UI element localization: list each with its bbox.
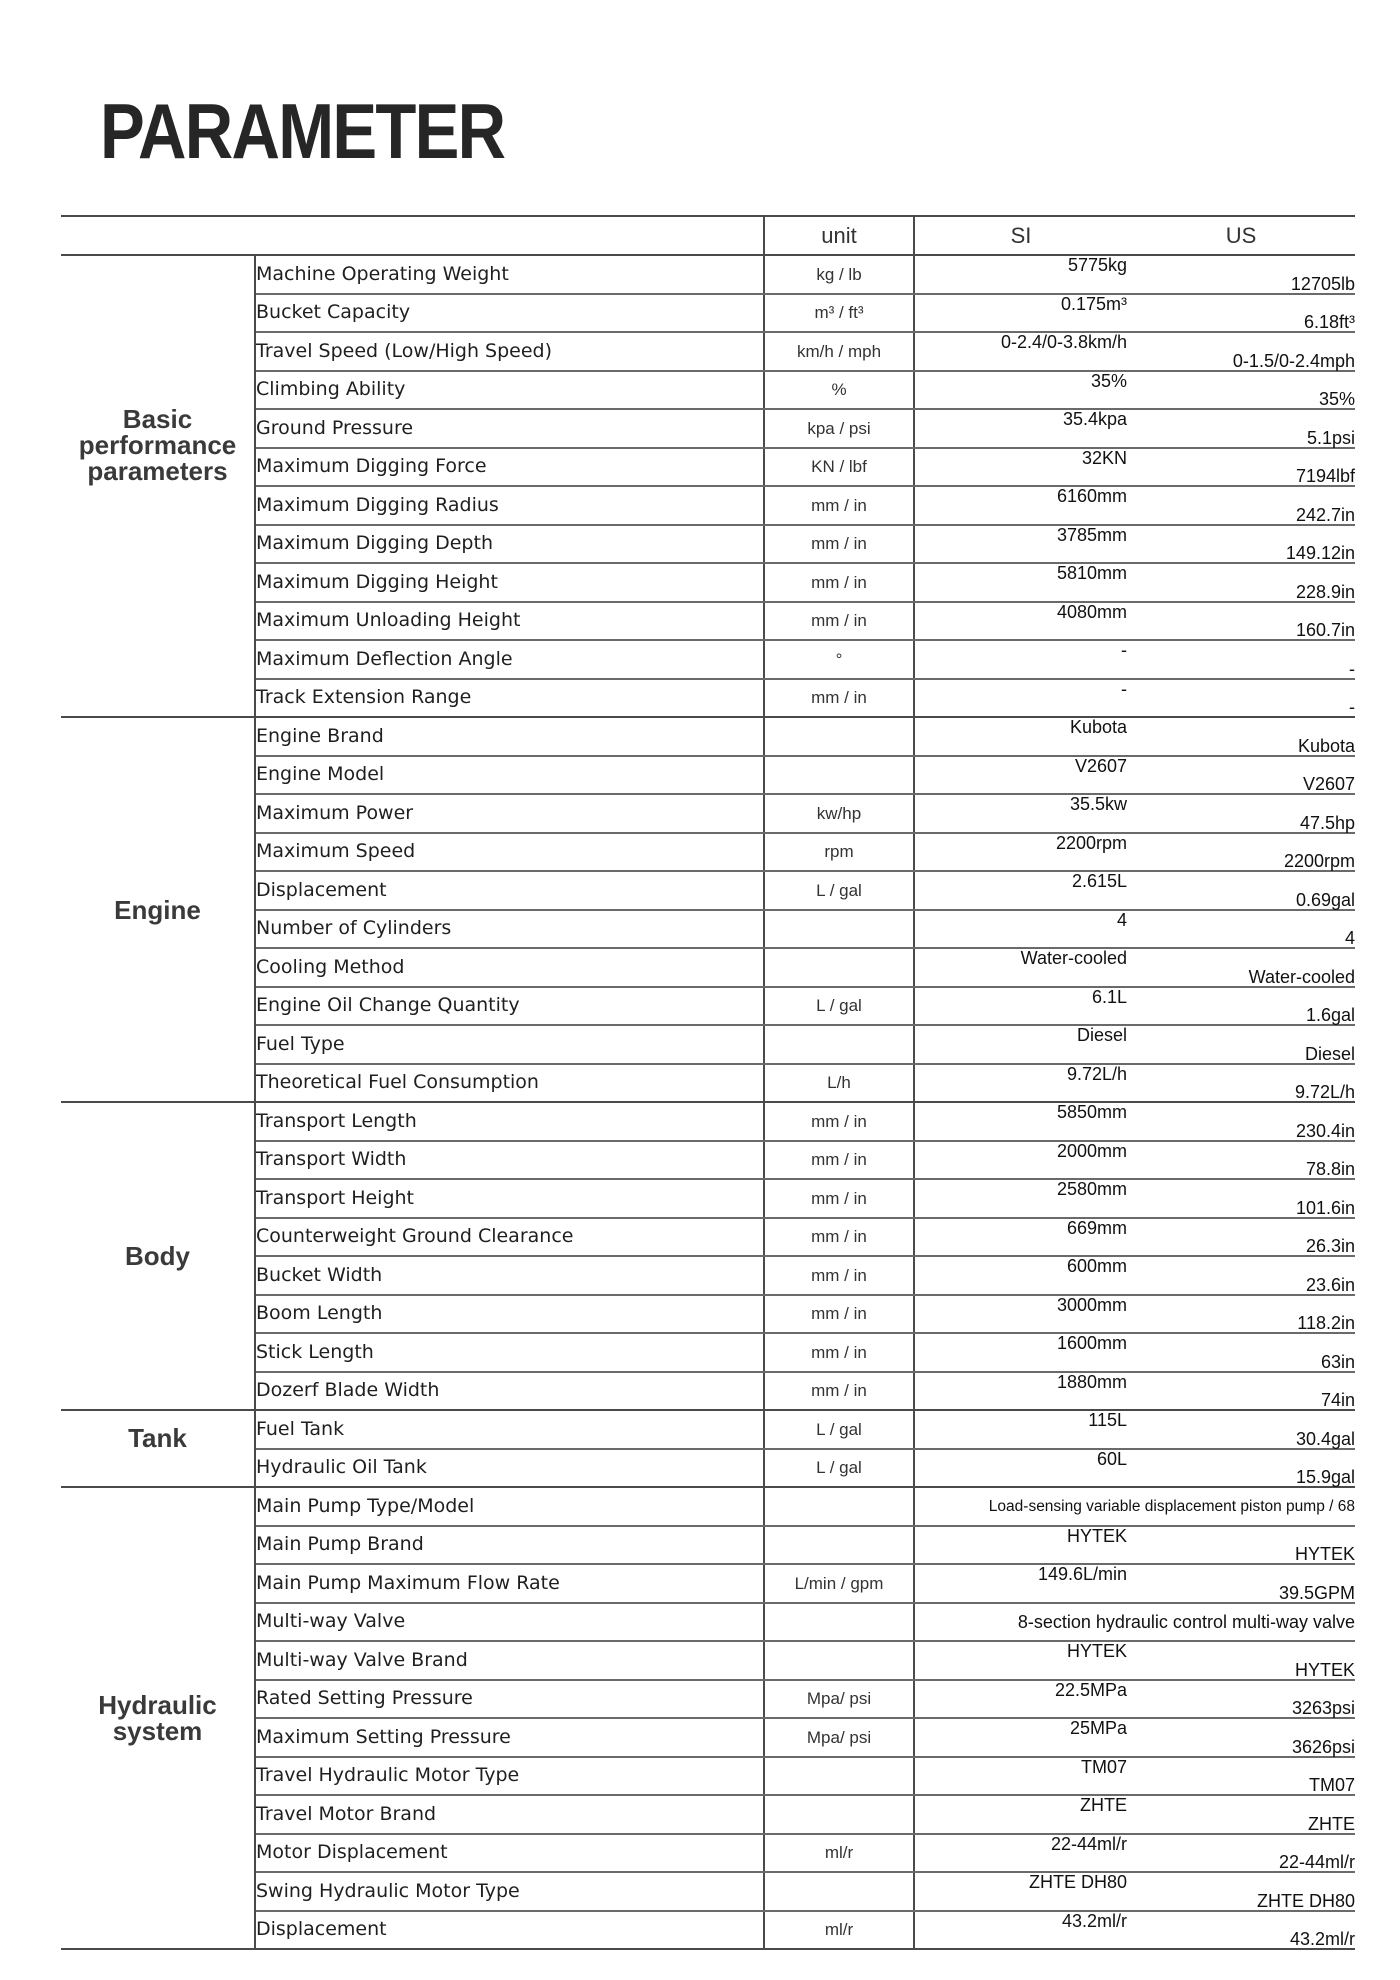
value-us: 9.72L/h (1127, 1064, 1355, 1103)
value-us: V2607 (1127, 756, 1355, 795)
parameter-name: Track Extension Range (255, 679, 764, 718)
parameter-unit (764, 1025, 914, 1064)
table-row (61, 486, 1355, 525)
value-si: ZHTE DH80 (914, 1872, 1127, 1911)
value-si: 9.72L/h (914, 1064, 1127, 1103)
value-si: Diesel (914, 1025, 1127, 1064)
parameter-name: Engine Oil Change Quantity (255, 987, 764, 1026)
parameter-unit: mm / in (764, 486, 914, 525)
parameter-unit: L / gal (764, 871, 914, 910)
table-row (61, 1449, 1355, 1488)
parameter-name: Maximum Digging Force (255, 448, 764, 487)
value-us: 30.4gal (1127, 1410, 1355, 1449)
parameter-name: Travel Hydraulic Motor Type (255, 1757, 764, 1796)
value-si: TM07 (914, 1757, 1127, 1796)
value-us: 160.7in (1127, 602, 1355, 641)
value-si: - (914, 640, 1127, 679)
value-si: 22-44ml/r (914, 1834, 1127, 1873)
parameter-name: Counterweight Ground Clearance (255, 1218, 764, 1257)
parameter-unit (764, 1603, 914, 1642)
parameter-name: Machine Operating Weight (255, 255, 764, 294)
table-row (61, 1102, 1355, 1141)
parameter-unit: mm / in (764, 1333, 914, 1372)
parameter-name: Maximum Setting Pressure (255, 1718, 764, 1757)
value-us: 35% (1127, 371, 1355, 410)
value-si: 32KN (914, 448, 1127, 487)
table-row (61, 1372, 1355, 1411)
value-si: HYTEK (914, 1641, 1127, 1680)
parameter-unit: mm / in (764, 1102, 914, 1141)
value-si: 2200rpm (914, 833, 1127, 872)
parameter-name: Main Pump Maximum Flow Rate (255, 1564, 764, 1603)
group-label: Tank (61, 1410, 255, 1487)
header-blank (61, 216, 764, 255)
parameter-name: Cooling Method (255, 948, 764, 987)
parameter-name: Bucket Capacity (255, 294, 764, 333)
value-us: 230.4in (1127, 1102, 1355, 1141)
parameter-name: Fuel Tank (255, 1410, 764, 1449)
value-us: 0.69gal (1127, 871, 1355, 910)
parameter-unit: ° (764, 640, 914, 679)
table-row (61, 1526, 1355, 1565)
parameter-unit: mm / in (764, 1141, 914, 1180)
value-si: 600mm (914, 1256, 1127, 1295)
parameter-name: Maximum Unloading Height (255, 602, 764, 641)
value-si: 1880mm (914, 1372, 1127, 1411)
header-si: SI (914, 216, 1127, 255)
value-si: Kubota (914, 717, 1127, 756)
parameter-name: Maximum Digging Depth (255, 525, 764, 564)
parameter-name: Number of Cylinders (255, 910, 764, 949)
parameter-name: Maximum Power (255, 794, 764, 833)
value-si: 115L (914, 1410, 1127, 1449)
table-row (61, 1410, 1355, 1449)
parameter-unit: m³ / ft³ (764, 294, 914, 333)
parameter-unit: kw/hp (764, 794, 914, 833)
value-si: 60L (914, 1449, 1127, 1488)
value-us: 2200rpm (1127, 833, 1355, 872)
parameter-unit: mm / in (764, 1372, 914, 1411)
value-si: - (914, 679, 1127, 718)
value-si: 5775kg (914, 255, 1127, 294)
parameter-unit: L/h (764, 1064, 914, 1103)
table-row (61, 255, 1355, 294)
parameter-unit (764, 910, 914, 949)
value-si: 2.615L (914, 871, 1127, 910)
table-row (61, 679, 1355, 718)
parameter-unit: km/h / mph (764, 332, 914, 371)
table-row (61, 948, 1355, 987)
value-us: 7194lbf (1127, 448, 1355, 487)
table-row (61, 371, 1355, 410)
parameter-unit: kg / lb (764, 255, 914, 294)
value-si: 5810mm (914, 563, 1127, 602)
table-row (61, 833, 1355, 872)
parameter-unit: ml/r (764, 1834, 914, 1873)
parameter-unit: ml/r (764, 1911, 914, 1950)
table-row (61, 409, 1355, 448)
parameter-name: Fuel Type (255, 1025, 764, 1064)
table-row (61, 1564, 1355, 1603)
table-row (61, 1333, 1355, 1372)
parameter-name: Transport Width (255, 1141, 764, 1180)
parameter-name: Travel Motor Brand (255, 1795, 764, 1834)
parameter-unit (764, 1757, 914, 1796)
value-us: 4 (1127, 910, 1355, 949)
value-us: 149.12in (1127, 525, 1355, 564)
value-si: 0.175m³ (914, 294, 1127, 333)
value-si: 669mm (914, 1218, 1127, 1257)
table-row (61, 1603, 1355, 1642)
value-si: 22.5MPa (914, 1680, 1127, 1719)
value-si: 0-2.4/0-3.8km/h (914, 332, 1127, 371)
table-row (61, 448, 1355, 487)
table-row (61, 1911, 1355, 1950)
table-row (61, 1834, 1355, 1873)
value-us: 78.8in (1127, 1141, 1355, 1180)
parameter-unit: L / gal (764, 1410, 914, 1449)
parameter-unit: mm / in (764, 1218, 914, 1257)
table-row (61, 294, 1355, 333)
value-us: - (1127, 640, 1355, 679)
parameter-unit: KN / lbf (764, 448, 914, 487)
parameter-unit: mm / in (764, 563, 914, 602)
parameter-unit: mm / in (764, 1295, 914, 1334)
parameter-unit: L/min / gpm (764, 1564, 914, 1603)
table-row (61, 1641, 1355, 1680)
parameter-name: Motor Displacement (255, 1834, 764, 1873)
value-us: HYTEK (1127, 1641, 1355, 1680)
parameter-unit (764, 717, 914, 756)
parameter-name: Bucket Width (255, 1256, 764, 1295)
parameter-unit: Mpa/ psi (764, 1718, 914, 1757)
table-header (61, 216, 1355, 255)
value-us: 43.2ml/r (1127, 1911, 1355, 1950)
value-si: 35% (914, 371, 1127, 410)
table-row (61, 1064, 1355, 1103)
parameter-table (61, 215, 1355, 1950)
value-si: 6.1L (914, 987, 1127, 1026)
group-label: Hydraulic system (61, 1487, 255, 1949)
table-row (61, 1872, 1355, 1911)
value-us: HYTEK (1127, 1526, 1355, 1565)
value-si: 3785mm (914, 525, 1127, 564)
parameter-name: Main Pump Type/Model (255, 1487, 764, 1526)
value-us: Kubota (1127, 717, 1355, 756)
table-row (61, 602, 1355, 641)
parameter-unit (764, 756, 914, 795)
table-row (61, 910, 1355, 949)
parameter-name: Engine Brand (255, 717, 764, 756)
parameter-name: Engine Model (255, 756, 764, 795)
value-us: 1.6gal (1127, 987, 1355, 1026)
value-us: Water-cooled (1127, 948, 1355, 987)
group-label: Engine (61, 717, 255, 1102)
parameter-name: Transport Height (255, 1179, 764, 1218)
value-si: Water-cooled (914, 948, 1127, 987)
table-row (61, 756, 1355, 795)
parameter-name: Multi-way Valve Brand (255, 1641, 764, 1680)
value-us: 39.5GPM (1127, 1564, 1355, 1603)
table-row (61, 1256, 1355, 1295)
value-si: 35.5kw (914, 794, 1127, 833)
parameter-value-merged: Load-sensing variable displacement piston pump / 68 (914, 1487, 1355, 1526)
value-si: 43.2ml/r (914, 1911, 1127, 1950)
value-si: V2607 (914, 756, 1127, 795)
parameter-name: Transport Length (255, 1102, 764, 1141)
table-row (61, 1141, 1355, 1180)
header-unit: unit (764, 216, 914, 255)
table-row (61, 1680, 1355, 1719)
parameter-name: Boom Length (255, 1295, 764, 1334)
value-us: 26.3in (1127, 1218, 1355, 1257)
parameter-name: Displacement (255, 871, 764, 910)
value-us: 74in (1127, 1372, 1355, 1411)
parameter-unit: kpa / psi (764, 409, 914, 448)
table-body (61, 255, 1355, 1949)
parameter-name: Stick Length (255, 1333, 764, 1372)
value-us: 47.5hp (1127, 794, 1355, 833)
parameter-unit: mm / in (764, 679, 914, 718)
parameter-name: Hydraulic Oil Tank (255, 1449, 764, 1488)
table-row (61, 1025, 1355, 1064)
value-us: 23.6in (1127, 1256, 1355, 1295)
table-row (61, 1795, 1355, 1834)
value-si: 25MPa (914, 1718, 1127, 1757)
value-si: ZHTE (914, 1795, 1127, 1834)
parameter-unit: mm / in (764, 1256, 914, 1295)
value-si: 1600mm (914, 1333, 1127, 1372)
table-row (61, 332, 1355, 371)
value-si: 2000mm (914, 1141, 1127, 1180)
parameter-name: Theoretical Fuel Consumption (255, 1064, 764, 1103)
table-row (61, 1218, 1355, 1257)
parameter-name: Maximum Digging Radius (255, 486, 764, 525)
table-row (61, 640, 1355, 679)
table-row (61, 987, 1355, 1026)
parameter-unit: L / gal (764, 987, 914, 1026)
parameter-unit (764, 1526, 914, 1565)
parameter-name: Climbing Ability (255, 371, 764, 410)
parameter-name: Maximum Speed (255, 833, 764, 872)
parameter-name: Travel Speed (Low/High Speed) (255, 332, 764, 371)
value-si: 6160mm (914, 486, 1127, 525)
parameter-name: Main Pump Brand (255, 1526, 764, 1565)
value-us: 3626psi (1127, 1718, 1355, 1757)
value-si: 5850mm (914, 1102, 1127, 1141)
table-row (61, 1718, 1355, 1757)
value-si: 4080mm (914, 602, 1127, 641)
parameter-unit (764, 1487, 914, 1526)
value-us: TM07 (1127, 1757, 1355, 1796)
parameter-unit: mm / in (764, 525, 914, 564)
parameter-unit: % (764, 371, 914, 410)
value-us: Diesel (1127, 1025, 1355, 1064)
value-si: 2580mm (914, 1179, 1127, 1218)
value-us: ZHTE DH80 (1127, 1872, 1355, 1911)
table-row (61, 871, 1355, 910)
value-si: 3000mm (914, 1295, 1127, 1334)
parameter-name: Dozerf Blade Width (255, 1372, 764, 1411)
parameter-unit (764, 1795, 914, 1834)
table-row (61, 525, 1355, 564)
value-us: 101.6in (1127, 1179, 1355, 1218)
value-si: 149.6L/min (914, 1564, 1127, 1603)
parameter-unit: mm / in (764, 602, 914, 641)
value-us: 3263psi (1127, 1680, 1355, 1719)
table-row (61, 1757, 1355, 1796)
parameter-unit: Mpa/ psi (764, 1680, 914, 1719)
value-us: 22-44ml/r (1127, 1834, 1355, 1873)
parameter-name: Multi-way Valve (255, 1603, 764, 1642)
header-us: US (1127, 216, 1355, 255)
parameter-unit: mm / in (764, 1179, 914, 1218)
value-us: 0-1.5/0-2.4mph (1127, 332, 1355, 371)
table-row (61, 1487, 1355, 1526)
parameter-value-merged: 8-section hydraulic control multi-way valve (914, 1603, 1355, 1642)
table-row (61, 794, 1355, 833)
value-si: 4 (914, 910, 1127, 949)
parameter-name: Swing Hydraulic Motor Type (255, 1872, 764, 1911)
parameter-unit (764, 1872, 914, 1911)
value-us: 63in (1127, 1333, 1355, 1372)
parameter-name: Maximum Digging Height (255, 563, 764, 602)
value-us: 118.2in (1127, 1295, 1355, 1334)
value-us: 5.1psi (1127, 409, 1355, 448)
parameter-name: Maximum Deflection Angle (255, 640, 764, 679)
value-si: 35.4kpa (914, 409, 1127, 448)
value-us: - (1127, 679, 1355, 718)
table-row (61, 1179, 1355, 1218)
value-us: 242.7in (1127, 486, 1355, 525)
value-us: 12705lb (1127, 255, 1355, 294)
value-si: HYTEK (914, 1526, 1127, 1565)
parameter-unit (764, 948, 914, 987)
table-row (61, 1295, 1355, 1334)
page-title: PARAMETER (100, 87, 505, 175)
parameter-name: Ground Pressure (255, 409, 764, 448)
value-us: 15.9gal (1127, 1449, 1355, 1488)
table-row (61, 717, 1355, 756)
parameter-unit (764, 1641, 914, 1680)
parameter-unit: rpm (764, 833, 914, 872)
value-us: 228.9in (1127, 563, 1355, 602)
parameter-name: Rated Setting Pressure (255, 1680, 764, 1719)
parameter-unit: L / gal (764, 1449, 914, 1488)
group-label: Body (61, 1102, 255, 1410)
value-us: 6.18ft³ (1127, 294, 1355, 333)
value-us: ZHTE (1127, 1795, 1355, 1834)
group-label: Basic performance parameters (61, 255, 255, 717)
table-row (61, 563, 1355, 602)
parameter-name: Displacement (255, 1911, 764, 1950)
